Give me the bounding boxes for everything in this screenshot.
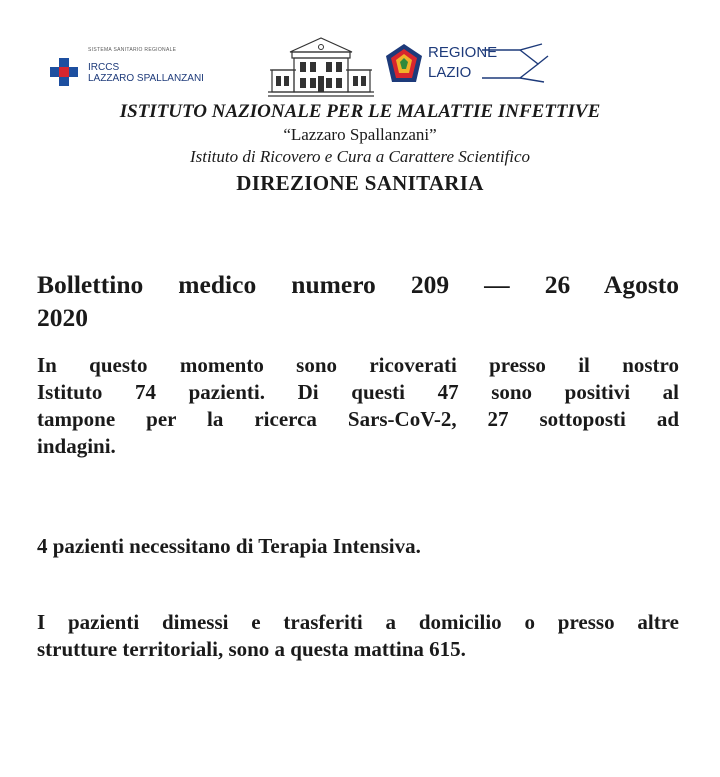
letterhead bbox=[0, 100, 720, 198]
bulletin-title bbox=[37, 268, 679, 334]
institute-subtitle: Istituto di Ricovero e Cura a Carattere Scientifico bbox=[189, 147, 531, 166]
department-title: DIREZIONE SANITARIA bbox=[236, 171, 484, 195]
institute-dedication: “Lazzaro Spallanzani” bbox=[283, 125, 437, 144]
irccs-logo bbox=[46, 44, 226, 84]
paragraph-discharged bbox=[37, 609, 679, 663]
paragraph-intensive-care bbox=[37, 533, 679, 560]
irccs-caption: SISTEMA SANITARIO REGIONALE bbox=[88, 47, 177, 53]
paragraph-line: strutture territoriali, sono a questa mattina 615. bbox=[37, 637, 466, 661]
institute-name: ISTITUTO NAZIONALE PER LE MALATTIE INFETTIVE bbox=[119, 101, 601, 122]
regione-lazio-logo bbox=[384, 40, 554, 96]
paragraph-hospitalized bbox=[37, 352, 679, 460]
paragraph-line: indagini. bbox=[37, 434, 116, 458]
lazio-swoosh-icon bbox=[480, 42, 550, 84]
paragraph-line: I pazienti dimessi e trasferiti a domicilio o presso altre bbox=[37, 610, 679, 634]
paragraph-line: tampone per la ricerca Sars-CoV-2, 27 sottoposti ad bbox=[37, 407, 679, 431]
irccs-label: IRCCS bbox=[88, 62, 120, 73]
lazio-label: LAZIO bbox=[428, 64, 472, 81]
paragraph-line: Istituto 74 pazienti. Di questi 47 sono positivi al bbox=[37, 380, 679, 404]
lazio-emblem-icon bbox=[384, 42, 424, 86]
irccs-cross-icon bbox=[50, 58, 78, 86]
paragraph-line: 4 pazienti necessitano di Terapia Intensiva. bbox=[37, 534, 421, 558]
irccs-name: LAZZARO SPALLANZANI bbox=[88, 73, 204, 84]
paragraph-line: In questo momento sono ricoverati presso il nostro bbox=[37, 353, 679, 377]
logo-bar bbox=[0, 30, 720, 102]
institute-building-icon bbox=[268, 30, 374, 102]
bulletin-title-line-1: Bollettino medico numero 209 — 26 Agosto bbox=[37, 270, 679, 299]
regione-label: REGIONE bbox=[428, 44, 498, 61]
bulletin-title-line-2: 2020 bbox=[37, 303, 88, 332]
